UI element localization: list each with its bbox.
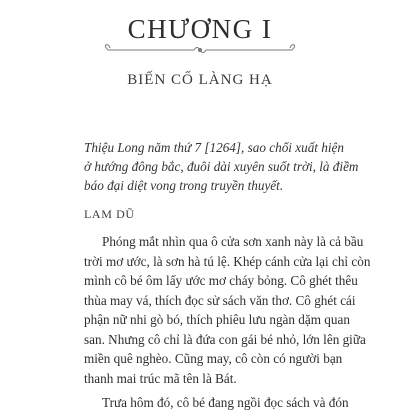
ornament-divider-icon [102,44,298,56]
epigraph-line: ở hướng đông bắc, đuôi dài xuyên suốt trời, là điềm [84,159,359,174]
body-line: thanh mai trúc mã tên là Bát. [84,370,237,386]
epigraph-line: Thiệu Long năm thứ 7 [1264], sao chổi xuất hiện [84,140,344,155]
chapter-title: CHƯƠNG I [127,14,273,44]
body-line: thùa may vá, thích đọc sử sách văn thơ. Cô ghét cái [84,292,356,308]
body-line: mình cô bé ôm lấy ước mơ cháy bỏng. Cô ghét thêu [84,273,358,288]
section-label: LAM DŨ [84,207,135,221]
epigraph-line: báo đại diệt vong trong truyền thuyết. [84,178,284,193]
body-line: Phóng mắt nhìn qua ô cửa sơn xanh này là cả bầu [102,234,364,249]
body-line: Trưa hôm đó, cô bé đang ngồi đọc sách và đón [102,395,349,410]
body-line: trời mơ ước, là sơn hà tú lệ. Khép cánh cửa lại chỉ còn [84,253,371,269]
body-text [84,232,370,413]
body-line: phận nữ nhi gò bó, thích phiêu lưu ngàn dặm quan [84,312,350,327]
body-line: san. Nhưng cô chỉ là đứa con gái bé nhỏ, lớn lên giữa [84,331,366,347]
chapter-subtitle: BIẾN CỐ LÀNG HẠ [127,72,273,88]
paragraph [84,232,370,388]
body-line: miền quê nghèo. Cũng may, cô còn có người bạn [84,351,343,366]
paragraph [84,393,370,413]
epigraph [84,138,358,195]
